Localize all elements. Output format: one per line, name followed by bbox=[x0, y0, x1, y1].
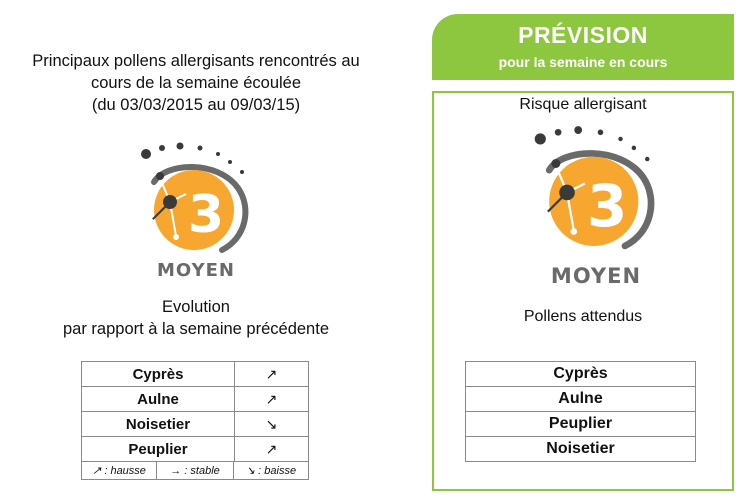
forecast-title: PRÉVISION bbox=[518, 22, 648, 48]
legend-stable: → : stable bbox=[157, 462, 234, 480]
evolution-line: Evolution bbox=[162, 298, 230, 316]
table-row bbox=[466, 437, 696, 462]
evolution-title bbox=[0, 296, 392, 340]
table-row bbox=[466, 362, 696, 387]
table-row bbox=[466, 387, 696, 412]
trend-legend bbox=[81, 461, 309, 480]
risk-level-number: 3 bbox=[586, 171, 628, 240]
pollen-trend-table bbox=[81, 361, 309, 462]
table-row bbox=[82, 437, 309, 462]
table-row bbox=[82, 387, 309, 412]
risk-level-label: MOYEN bbox=[550, 264, 642, 288]
risk-badge-right bbox=[518, 118, 674, 298]
legend-hausse: ↗ : hausse bbox=[82, 462, 157, 480]
table-row bbox=[82, 362, 309, 387]
table-row bbox=[82, 412, 309, 437]
evolution-line: par rapport à la semaine précédente bbox=[63, 320, 329, 338]
pollen-name: Noisetier bbox=[82, 412, 235, 437]
risk-level-number: 3 bbox=[187, 185, 225, 245]
forecast-subtitle: pour la semaine en cours bbox=[498, 54, 668, 70]
trend-arrow: ↗ bbox=[235, 362, 309, 387]
forecast-header bbox=[432, 14, 734, 80]
expected-pollens-table bbox=[465, 361, 696, 462]
pollen-name: Cyprès bbox=[466, 362, 696, 387]
title-line: (du 03/03/2015 au 09/03/15) bbox=[91, 96, 301, 114]
pollen-risk-icon bbox=[126, 138, 266, 258]
expected-pollens-title: Pollens attendus bbox=[523, 308, 643, 325]
legend-row bbox=[82, 462, 309, 480]
title-line: cours de la semaine écoulée bbox=[90, 74, 302, 92]
risk-badge-left bbox=[126, 138, 266, 288]
last-week-title bbox=[0, 50, 392, 116]
trend-arrow: ↘ bbox=[235, 412, 309, 437]
trend-arrow: ↗ bbox=[235, 437, 309, 462]
pollen-name: Peuplier bbox=[82, 437, 235, 462]
title-line: Principaux pollens allergisants rencontrés au bbox=[32, 52, 360, 70]
legend-baisse: ↘ : baisse bbox=[234, 462, 309, 480]
pollen-name: Aulne bbox=[466, 387, 696, 412]
trend-arrow: ↗ bbox=[235, 387, 309, 412]
pollen-name: Cyprès bbox=[82, 362, 235, 387]
pollen-name: Noisetier bbox=[466, 437, 696, 462]
pollen-risk-icon bbox=[518, 118, 674, 258]
risk-title: Risque allergisant bbox=[519, 96, 647, 113]
table-row bbox=[466, 412, 696, 437]
risk-level-label: MOYEN bbox=[157, 260, 235, 281]
pollen-name: Aulne bbox=[82, 387, 235, 412]
pollen-name: Peuplier bbox=[466, 412, 696, 437]
